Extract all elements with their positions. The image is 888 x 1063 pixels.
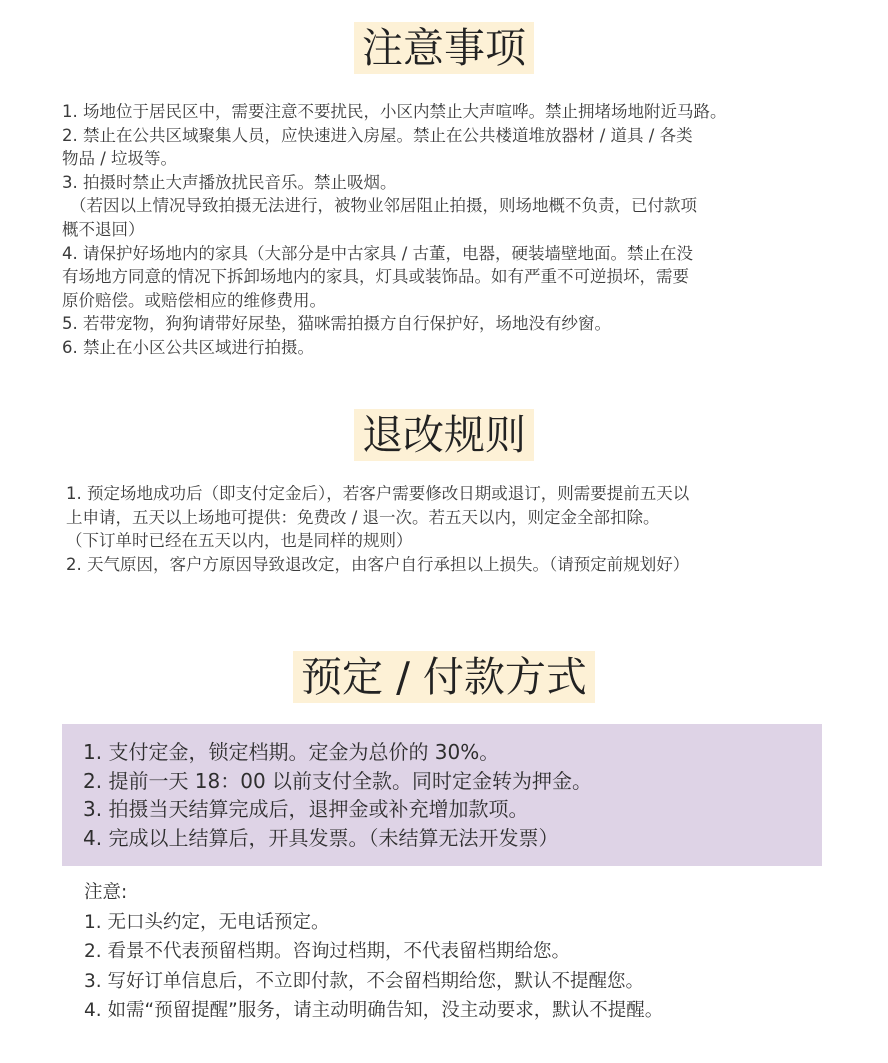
notes-title: 注意: bbox=[84, 882, 128, 903]
notice-line: 4. 请保护好场地内的家具（大部分是中古家具 / 古董，电器，硬装墙壁地面。禁止在没 bbox=[62, 243, 694, 263]
refund-list bbox=[66, 482, 826, 576]
notice-line: （若因以上情况导致拍摄无法进行，被物业邻居阻止拍摄，则场地概不负责，已付款项 bbox=[70, 196, 697, 216]
payment-heading bbox=[0, 651, 888, 703]
payment-steps-box bbox=[62, 724, 822, 866]
refund-line: 1. 预定场地成功后（即支付定金后），若客户需要修改日期或退订，则需要提前五天以 bbox=[66, 484, 690, 503]
notice-line: 5. 若带宠物，狗狗请带好尿垫，猫咪需拍摄方自行保护好，场地没有纱窗。 bbox=[62, 314, 611, 334]
payment-step: 2. 提前一天 18：00 以前支付全款。同时定金转为押金。 bbox=[83, 768, 593, 793]
notice-line: 原价赔偿。或赔偿相应的维修费用。 bbox=[62, 290, 326, 310]
payment-step: 3. 拍摄当天结算完成后，退押金或补充增加款项。 bbox=[83, 797, 529, 821]
refund-title: 退改规则 bbox=[354, 409, 534, 461]
notice-heading bbox=[0, 22, 888, 74]
notice-line: 6. 禁止在小区公共区域进行拍摄。 bbox=[62, 337, 314, 357]
notice-line: 物品 / 垃圾等。 bbox=[62, 149, 178, 169]
note-line: 2. 看景不代表预留档期。咨询过档期，不代表留档期给您。 bbox=[84, 941, 571, 962]
note-line: 1. 无口头约定，无电话预定。 bbox=[84, 911, 330, 933]
payment-step: 4. 完成以上结算后，开具发票。（未结算无法开发票） bbox=[83, 825, 559, 850]
refund-line: （下订单时已经在五天以内，也是同样的规则） bbox=[66, 531, 413, 551]
refund-line: 上申请，五天以上场地可提供：免费改 / 退一次。若五天以内，则定金全部扣除。 bbox=[66, 507, 660, 527]
notice-title: 注意事项 bbox=[354, 22, 534, 74]
refund-heading bbox=[0, 409, 888, 461]
note-line: 3. 写好订单信息后，不立即付款，不会留档期给您，默认不提醒您。 bbox=[84, 970, 645, 992]
notice-line: 2. 禁止在公共区域聚集人员，应快速进入房屋。禁止在公共楼道堆放器材 / 道具 / 各类 bbox=[62, 125, 693, 145]
note-line: 4. 如需“预留提醒”服务，请主动明确告知，没主动要求，默认不提醒。 bbox=[84, 1000, 664, 1021]
notice-line: 1. 场地位于居民区中，需要注意不要扰民，小区内禁止大声喧哗。禁止拥堵场地附近马路。 bbox=[62, 102, 727, 121]
payment-title: 预定 / 付款方式 bbox=[293, 651, 595, 703]
notice-list bbox=[62, 100, 822, 360]
payment-step: 1. 支付定金，锁定档期。定金为总价的 30%。 bbox=[83, 740, 500, 764]
payment-notes bbox=[84, 878, 663, 1026]
notice-line: 概不退回） bbox=[62, 219, 145, 239]
notice-line: 3. 拍摄时禁止大声播放扰民音乐。禁止吸烟。 bbox=[62, 172, 397, 192]
notice-line: 有场地方同意的情况下拆卸场地内的家具，灯具或装饰品。如有严重不可逆损坏，需要 bbox=[62, 267, 689, 287]
refund-line: 2. 天气原因，客户方原因导致退改定，由客户自行承担以上损失。（请预定前规划好） bbox=[66, 554, 690, 574]
